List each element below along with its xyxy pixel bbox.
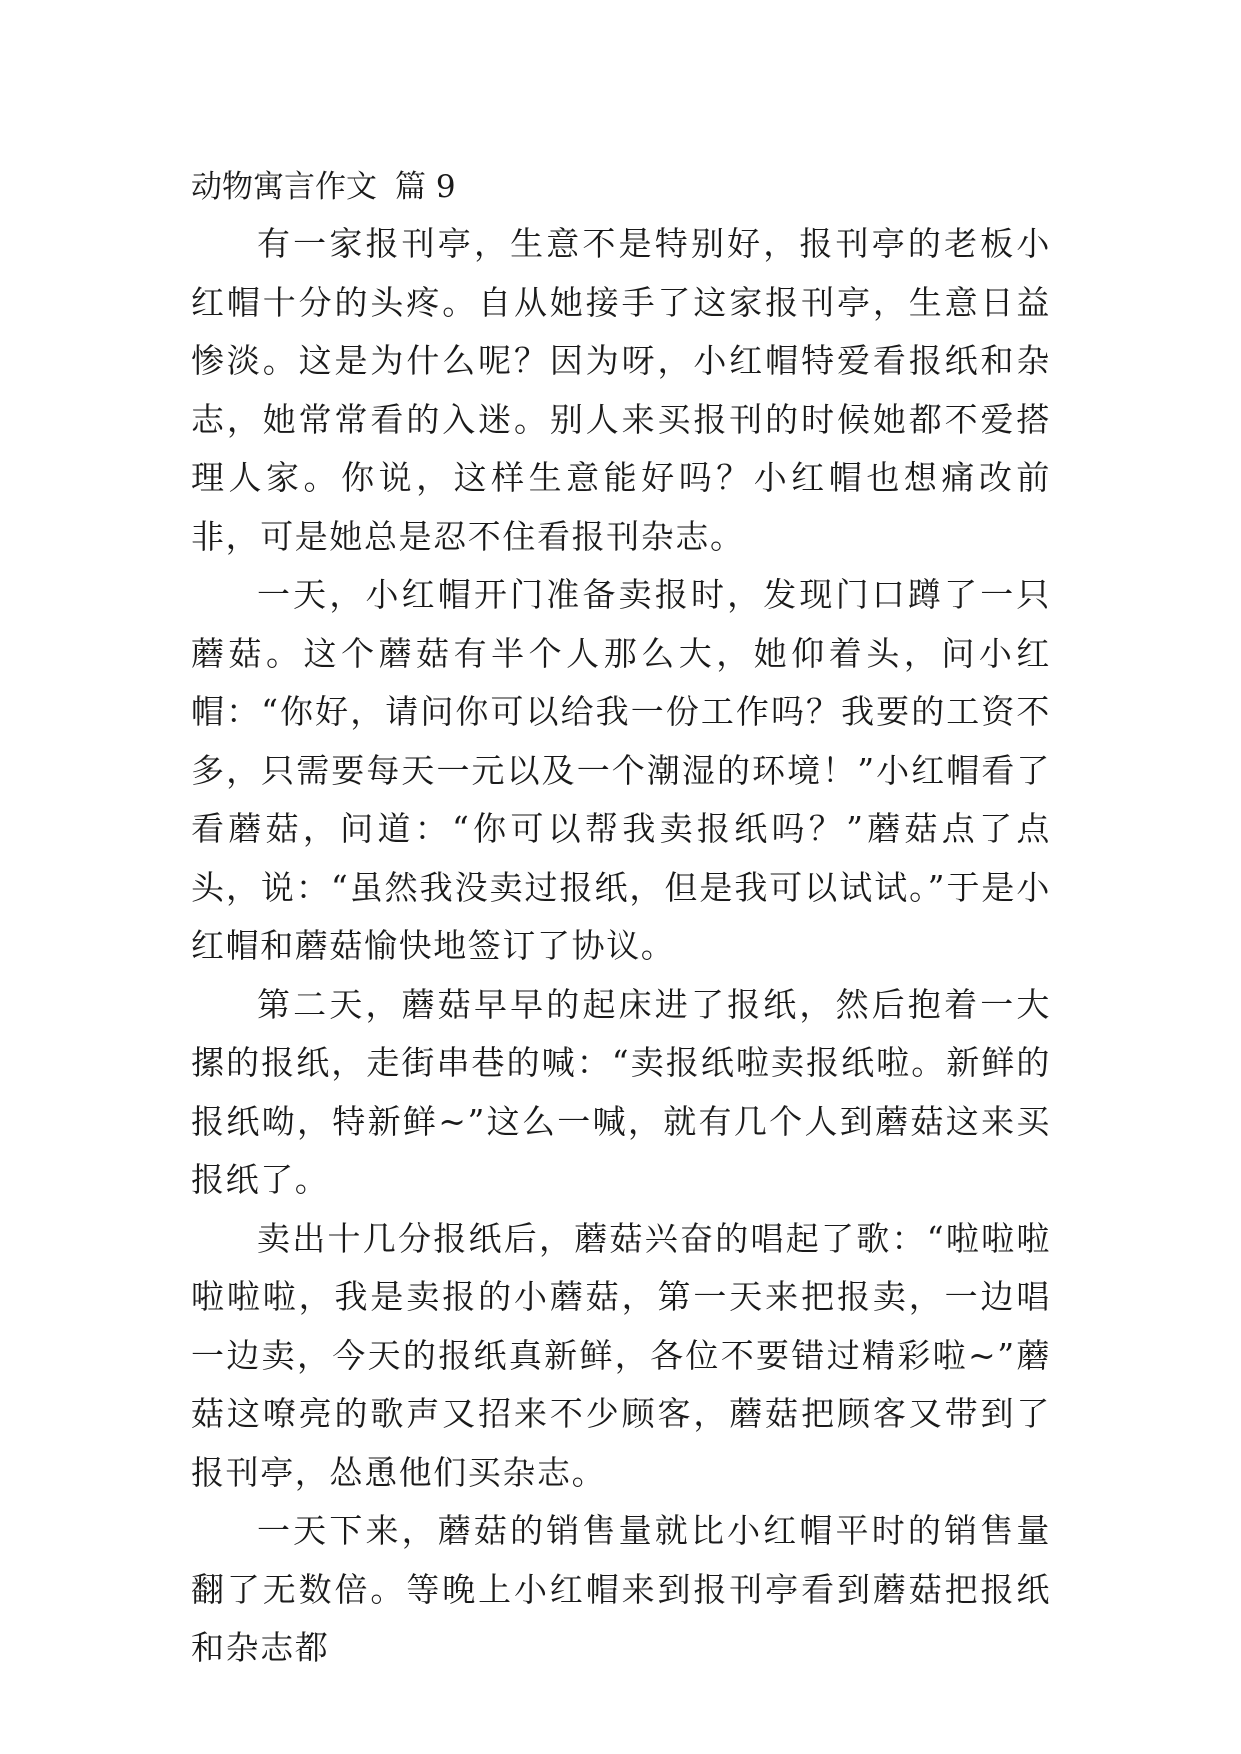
- title-section: 篇 9: [395, 169, 456, 205]
- document-body: [191, 165, 1051, 1678]
- paragraph-3: 第二天，蘑菇早早的起床进了报纸，然后抱着一大摞的报纸，走街串巷的喊：“卖报纸啦卖报纸啦。新鲜的报纸呦，特新鲜~”这么一喊，就有几个人到蘑菇这来买报纸了。: [191, 984, 1051, 1199]
- title-main: 动物寓言作文: [191, 169, 377, 205]
- paragraph-2: 一天，小红帽开门准备卖报时，发现门口蹲了一只蘑菇。这个蘑菇有半个人那么大，她仰着头，问小红帽：“你好，请问你可以给我一份工作吗？我要的工资不多，只需要每天一元以及一个潮湿的环境！”小红帽看了看蘑菇，问道：“你可以帮我卖报纸吗？”蘑菇点了点头，说：“虽然我没卖过报纸，但是我可以试试。”于是小红帽和蘑菇愉快地签订了协议。: [191, 575, 1051, 965]
- paragraph-5: 一天下来，蘑菇的销售量就比小红帽平时的销售量翻了无数倍。等晚上小红帽来到报刊亭看到蘑菇把报纸和杂志都: [191, 1511, 1051, 1667]
- document-title: [191, 165, 1051, 209]
- paragraph-1: 有一家报刊亭，生意不是特别好，报刊亭的老板小红帽十分的头疼。自从她接手了这家报刊亭，生意日益惨淡。这是为什么呢？因为呀，小红帽特爱看报纸和杂志，她常常看的入迷。别人来买报刊的时候她都不爱搭理人家。你说，这样生意能好吗？小红帽也想痛改前非，可是她总是忍不住看报刊杂志。: [191, 224, 1051, 556]
- paragraph-4: 卖出十几分报纸后，蘑菇兴奋的唱起了歌：“啦啦啦啦啦啦，我是卖报的小蘑菇，第一天来把报卖，一边唱一边卖，今天的报纸真新鲜，各位不要错过精彩啦~”蘑菇这嘹亮的歌声又招来不少顾客，蘑菇把顾客又带到了报刊亭，怂恿他们买杂志。: [191, 1218, 1051, 1492]
